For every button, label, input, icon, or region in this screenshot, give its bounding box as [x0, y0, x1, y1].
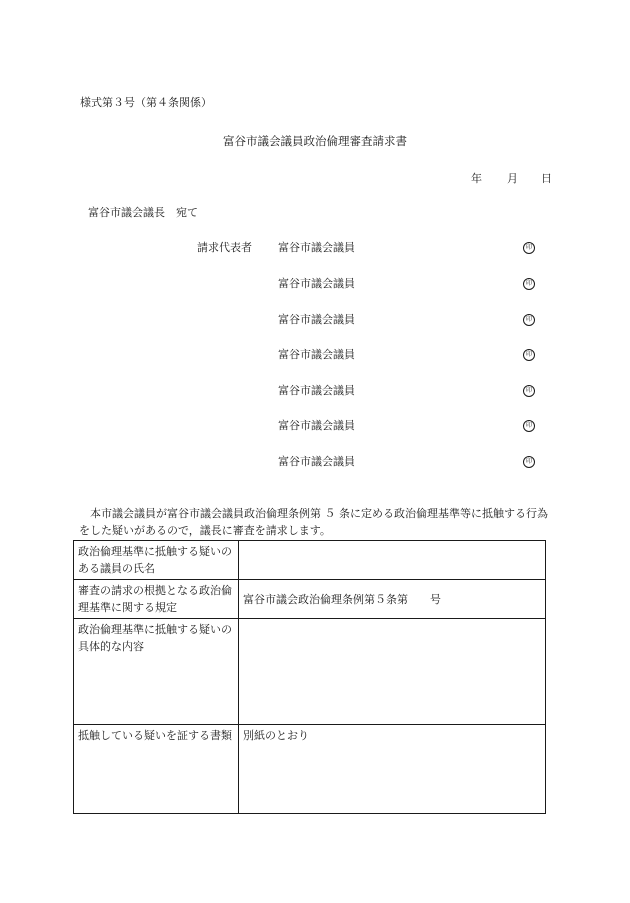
- member-label: 富谷市議会議員: [278, 241, 355, 254]
- member-label: 富谷市議会議員: [278, 419, 355, 432]
- date-day-label: 日: [541, 172, 552, 185]
- table-value-cell: [239, 541, 546, 580]
- addressee: 富谷市議会議長 宛て: [88, 206, 198, 219]
- request-detail-table: [73, 540, 546, 814]
- table-value-cell: 別紙のとおり: [239, 725, 546, 814]
- member-label: 富谷市議会議員: [278, 313, 355, 326]
- table-label-cell: 政治倫理基準に抵触する疑いの具体的な内容: [74, 619, 239, 725]
- seal-mark: 印: [523, 278, 535, 290]
- table-row: [74, 580, 546, 619]
- table-row: [74, 619, 546, 725]
- seal-mark: 印: [523, 456, 535, 468]
- date-month-label: 月: [507, 172, 518, 185]
- seal-mark: 印: [523, 349, 535, 361]
- member-label: 富谷市議会議員: [278, 348, 355, 361]
- document-title: 富谷市議会議員政治倫理審査請求書: [223, 134, 407, 148]
- table-label-cell: 政治倫理基準に抵触する疑いのある議員の氏名: [74, 541, 239, 580]
- seal-mark: 印: [523, 385, 535, 397]
- table-row: [74, 541, 546, 580]
- date-year-label: 年: [471, 172, 482, 185]
- table-row: [74, 725, 546, 814]
- form-number: 様式第３号（第４条関係）: [80, 96, 212, 109]
- member-label: 富谷市議会議員: [278, 455, 355, 468]
- table-value-cell: 富谷市議会政治倫理条例第５条第 号: [239, 580, 546, 619]
- seal-mark: 印: [523, 420, 535, 432]
- member-label: 富谷市議会議員: [278, 277, 355, 290]
- table-label-cell: 審査の請求の根拠となる政治倫理基準に関する規定: [74, 580, 239, 619]
- member-label: 富谷市議会議員: [278, 384, 355, 397]
- table-label-cell: 抵触している疑いを証する書類: [74, 725, 239, 814]
- seal-mark: 印: [523, 314, 535, 326]
- table-value-cell: [239, 619, 546, 725]
- seal-mark: 印: [523, 242, 535, 254]
- request-body-text: 本市議会議員が富谷市議会議員政治倫理条例第 ５ 条に定める政治倫理基準等に抵触する行為をした疑いがあるので，議長に審査を請求します。: [79, 507, 548, 537]
- requester-label: 請求代表者: [197, 241, 252, 254]
